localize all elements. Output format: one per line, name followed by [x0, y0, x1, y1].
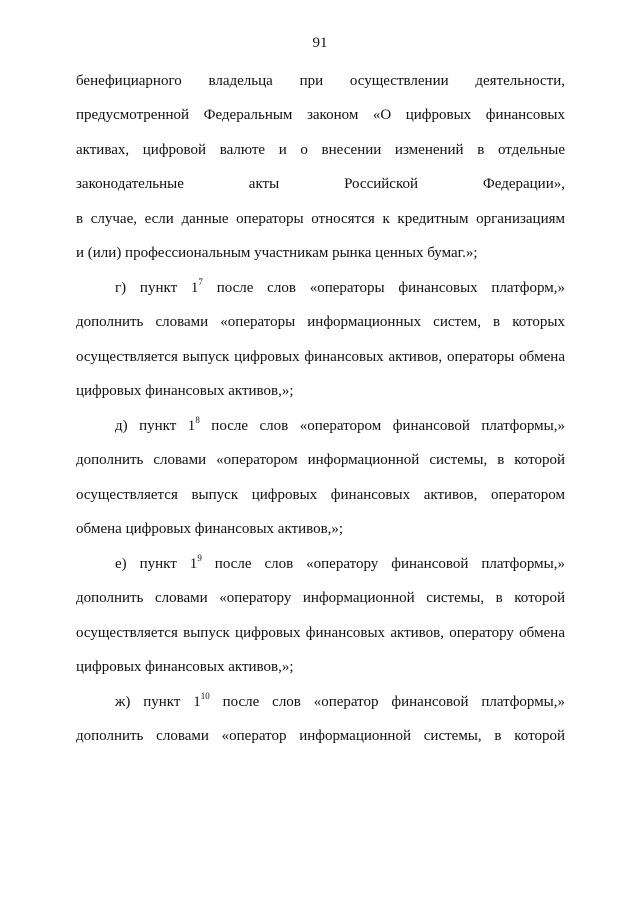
item-zh-superscript: 10 [200, 691, 210, 701]
item-d-suffix: после слов «оператором финансовой платформы,» [199, 418, 565, 434]
item-zh-suffix: после слов «оператор финансовой платформы,» [209, 694, 566, 710]
text-line: дополнить словами «операторы информационных систем, в которых [76, 314, 565, 330]
item-zh-first-line [115, 693, 565, 711]
text-line: дополнить словами «оператору информационной системы, в которой [76, 590, 565, 606]
item-d-superscript: 8 [195, 415, 200, 425]
text-line: цифровых финансовых активов,»; [76, 659, 294, 675]
text-line: дополнить словами «оператор информационной системы, в которой [76, 728, 565, 744]
item-d-prefix: д) пункт 1 [115, 418, 196, 434]
item-g-superscript: 7 [198, 277, 203, 287]
text-line: осуществляется выпуск цифровых финансовых активов, операторы обмена [76, 349, 565, 365]
text-line: бенефициарного владельца при осуществлении деятельности, [76, 73, 565, 89]
item-g-prefix: г) пункт 1 [115, 280, 199, 296]
item-zh-prefix: ж) пункт 1 [115, 694, 201, 710]
item-e-superscript: 9 [197, 553, 202, 563]
text-line: обмена цифровых финансовых активов,»; [76, 521, 344, 537]
item-d-first-line [115, 417, 565, 435]
item-e-prefix: е) пункт 1 [115, 556, 198, 572]
item-g-first-line [115, 279, 565, 297]
text-line: дополнить словами «оператором информационной системы, в которой [76, 452, 565, 468]
text-line: цифровых финансовых активов,»; [76, 383, 294, 399]
text-line: осуществляется выпуск цифровых финансовых активов, оператором [76, 487, 565, 503]
text-line: и (или) профессиональным участникам рынка ценных бумаг.»; [76, 245, 478, 261]
text-line: активах, цифровой валюте и о внесении изменений в отдельные [76, 142, 565, 158]
item-e-first-line [115, 555, 565, 573]
page-number: 91 [312, 35, 328, 51]
item-g-suffix: после слов «операторы финансовых платформ,» [202, 280, 565, 296]
text-line: осуществляется выпуск цифровых финансовых активов, оператору обмена [76, 625, 565, 641]
item-e-suffix: после слов «оператору финансовой платформы,» [201, 556, 565, 572]
text-line: предусмотренной Федеральным законом «О цифровых финансовых [76, 107, 565, 123]
text-line: законодательные акты Российской Федерации», [76, 176, 565, 192]
text-line: в случае, если данные операторы относятся к кредитным организациям [76, 211, 565, 227]
